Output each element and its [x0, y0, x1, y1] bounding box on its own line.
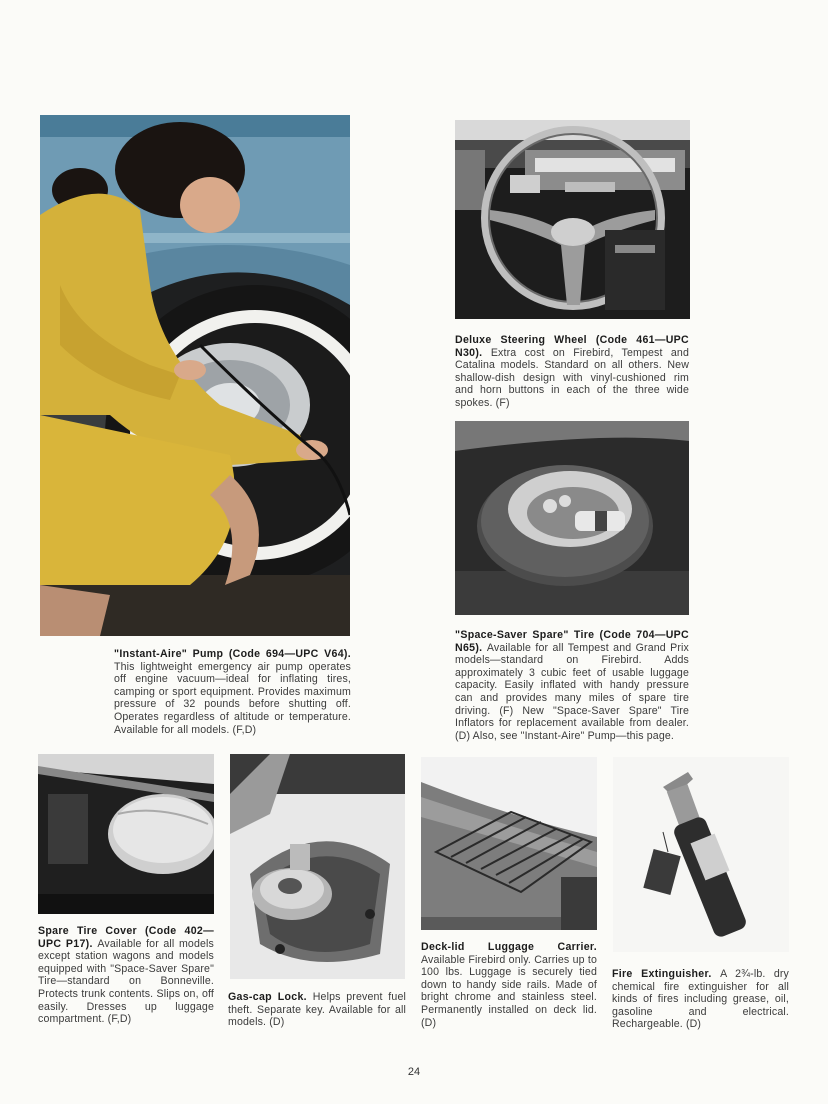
steering-title: Deluxe Steering Wheel (Code 461—UPC N30).	[455, 334, 689, 359]
pump-title: "Instant-Aire" Pump (Code 694—UPC V64).	[114, 648, 351, 660]
spare-tire-title: "Space-Saver Spare" Tire (Code 704—UPC N65).	[455, 629, 689, 654]
spare-tire-body: Available for all Tempest and Grand Prix models—standard on Firebird. Adds approximately 3 cubic feet of usable luggage capacity. Easily inflated with handy pressure can and provides many miles of spare tire driving. (F) New "Space-Saver Spare" Tire Inflators for replacement available from dealer. (D) Also, see "Instant-Aire" Pump—this page.	[455, 641, 689, 742]
pump-caption	[114, 648, 351, 736]
pump-body: This lightweight emergency air pump operates off engine vacuum—ideal for inflating tires, camping or sport equipment. Provides maximum pressure of 32 pounds before shutting off. Operates regardless of altitude or temperature. Available for all models. (F,D)	[114, 660, 351, 736]
tire-cover-caption	[38, 925, 214, 1026]
space-saver-tire-photo	[455, 421, 689, 615]
spare-tire-caption	[455, 629, 689, 742]
tire-cover-body: Available for all models except station wagons and models equipped with "Space-Saver Spare" Tire—standard on Bonneville. Protects trunk contents. Slips on, off easily. Dresses up luggage compartment. (F,D)	[38, 937, 214, 1026]
steering-wheel-photo	[455, 120, 690, 319]
page-number: 24	[407, 1066, 421, 1078]
luggage-carrier-photo	[421, 757, 597, 930]
extinguisher-caption	[612, 968, 789, 1031]
gas-cap-title: Gas-cap Lock.	[228, 991, 313, 1003]
luggage-body: Available Firebird only. Carries up to 100 lbs. Luggage is securely tied down to handy side rails. Made of bright chrome and stainless steel. Permanently installed on deck lid. (D)	[421, 953, 597, 1029]
gas-cap-lock-photo	[230, 754, 405, 979]
spare-tire-cover-photo	[38, 754, 214, 914]
tire-cover-title: Spare Tire Cover (Code 402—UPC P17).	[38, 925, 214, 950]
gas-cap-caption	[228, 991, 406, 1029]
gas-cap-body: Helps prevent fuel theft. Separate key. Available for all models. (D)	[228, 991, 406, 1029]
steering-body: Extra cost on Firebird, Tempest and Catalina models. Standard on all others. New shallow-dish design with vinyl-cushioned rim and horn buttons in each of the three wide spokes. (F)	[455, 346, 689, 409]
extinguisher-title: Fire Extinguisher.	[612, 968, 721, 980]
luggage-caption	[421, 941, 597, 1029]
steering-caption	[455, 334, 689, 410]
luggage-title: Deck-lid Luggage Carrier.	[421, 941, 597, 953]
extinguisher-body: A 2¾-lb. dry chemical fire extinguisher for all kinds of fires including grease, oil, gasoline and electrical. Rechargeable. (D)	[612, 968, 789, 1031]
fire-extinguisher-photo	[613, 757, 789, 952]
instant-aire-pump-photo	[40, 115, 350, 636]
